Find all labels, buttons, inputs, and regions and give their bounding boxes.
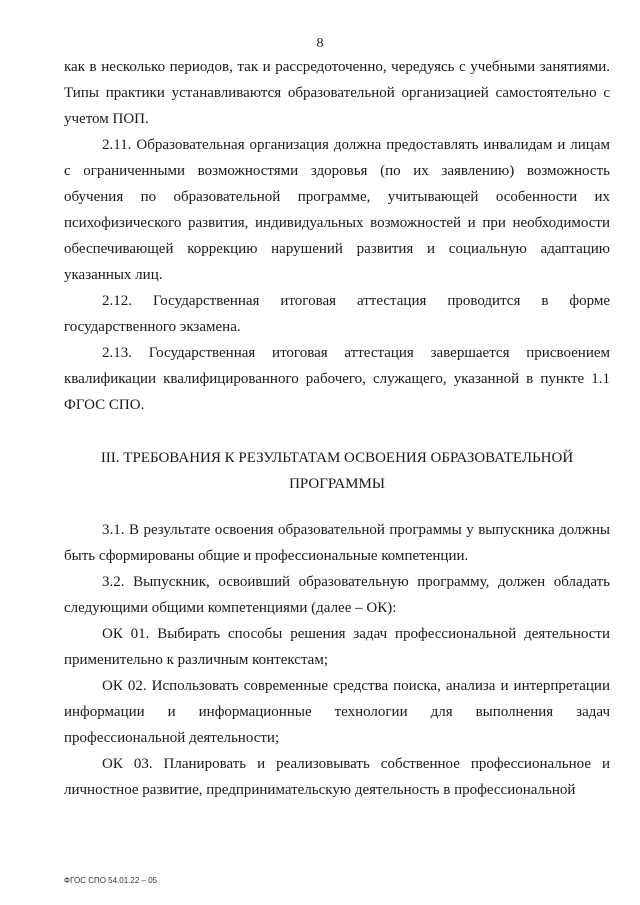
paragraph-3-1: 3.1. В результате освоения образовательной программы у выпускника должны быть сформированы общие и профессиональные компетенции. [64,522,610,564]
section-title-line2: ПРОГРАММЫ [289,476,385,492]
paragraph-2-11: 2.11. Образовательная организация должна предоставлять инвалидам и лицам с ограниченными возможностями здоровья (по их заявлению) возможность обучения по образовательной программе, учитывающей особенности их психофизического развития, индивидуальных возможностей и при необходимости обеспечивающей коррекцию нарушений развития и социальную адаптацию указанных лиц. [64,137,610,283]
footer-code: ФГОС СПО 54.01.22 – 05 [64,876,158,885]
paragraph-2-12: 2.12. Государственная итоговая аттестация проводится в форме государственного экзамена. [64,293,610,335]
document-body [64,54,610,803]
paragraph-ok-03: ОК 03. Планировать и реализовывать собственное профессиональное и личностное развитие, предпринимательскую деятельность в профессиональной [64,756,610,798]
page-number: 8 [316,36,324,51]
paragraph-continuation: как в несколько периодов, так и рассредоточенно, чередуясь с учебными занятиями. Типы практики устанавливаются образовательной организацией самостоятельно с учетом ПОП. [64,59,610,127]
paragraph-2-13: 2.13. Государственная итоговая аттестация завершается присвоением квалификации квалифицированного рабочего, служащего, указанной в пункте 1.1 ФГОС СПО. [64,345,610,413]
paragraph-3-2: 3.2. Выпускник, освоивший образовательную программу, должен обладать следующими общими компетенциями (далее – ОК): [64,574,610,616]
paragraph-ok-02: ОК 02. Использовать современные средства поиска, анализа и интерпретации информации и информационные технологии для выполнения задач профессиональной деятельности; [64,678,610,746]
section-title-line1: III. ТРЕБОВАНИЯ К РЕЗУЛЬТАТАМ ОСВОЕНИЯ ОБРАЗОВАТЕЛЬНОЙ [100,450,574,466]
paragraph-ok-01: ОК 01. Выбирать способы решения задач профессиональной деятельности применительно к различным контекстам; [64,626,610,668]
section-title [64,445,610,497]
